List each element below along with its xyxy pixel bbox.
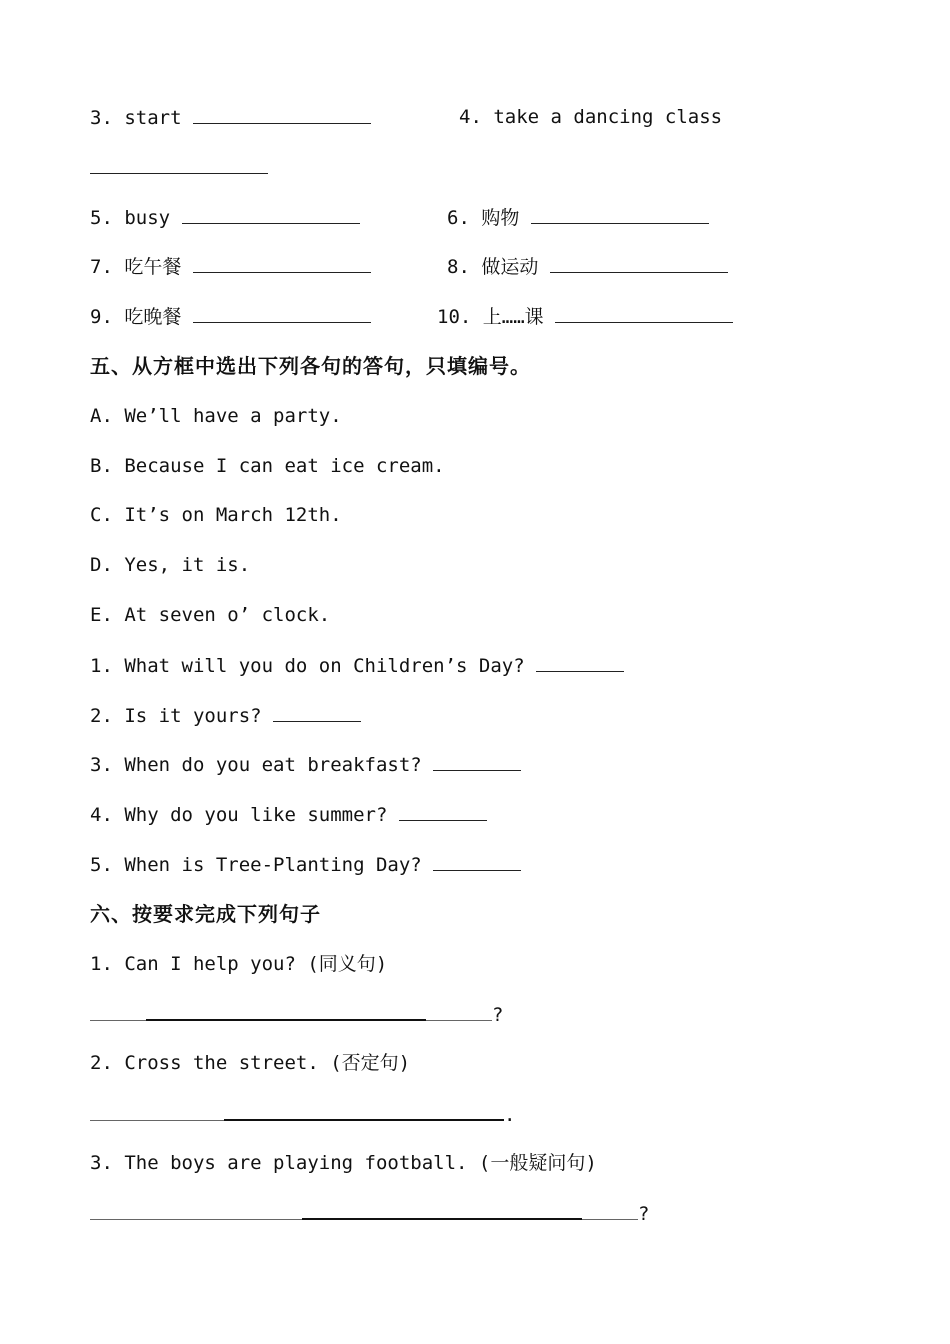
vocab-label: 9. 吃晚餐: [90, 306, 182, 328]
option-d: D. Yes, it is.: [90, 554, 251, 576]
answer-blank[interactable]: [550, 254, 728, 273]
vocab-item-5: [90, 205, 360, 230]
question-text: 3. When do you eat breakfast?: [90, 754, 422, 776]
answer-blank[interactable]: [531, 205, 709, 224]
option-c: C. It’s on March 12th.: [90, 504, 342, 526]
rewrite-prompt-1: 1. Can I help you? (同义句): [90, 953, 388, 975]
question-text: 5. When is Tree-Planting Day?: [90, 854, 422, 876]
end-punctuation: .: [504, 1104, 516, 1126]
answer-blank[interactable]: [193, 254, 371, 273]
question-4: [90, 802, 487, 827]
section-5-heading: 五、从方框中选出下列各句的答句，只填编号。: [90, 354, 531, 378]
vocab-item-7: [90, 254, 371, 279]
answer-line[interactable]: [582, 1201, 638, 1220]
vocab-label: 6. 购物: [447, 207, 520, 229]
end-punctuation: ?: [492, 1004, 504, 1026]
question-2: [90, 703, 361, 728]
vocab-item-9: [90, 304, 371, 329]
answer-line[interactable]: [426, 1002, 492, 1021]
vocab-item-6: [447, 205, 709, 230]
answer-line[interactable]: [302, 1200, 582, 1220]
question-1: [90, 653, 624, 678]
question-text: 1. What will you do on Children’s Day?: [90, 655, 525, 677]
vocab-item-8: [447, 254, 728, 279]
answer-blank[interactable]: [182, 205, 360, 224]
answer-line[interactable]: [90, 1102, 224, 1121]
question-text: 2. Is it yours?: [90, 705, 262, 727]
question-3: [90, 752, 521, 777]
answer-blank[interactable]: [433, 852, 521, 871]
answer-line[interactable]: [90, 1002, 146, 1021]
answer-line[interactable]: [90, 1201, 302, 1220]
vocab-label: 7. 吃午餐: [90, 256, 182, 278]
vocab-label: 3. start: [90, 107, 182, 129]
answer-blank[interactable]: [193, 105, 371, 124]
vocab-label: 10. 上……课: [437, 306, 544, 328]
rewrite-prompt-3: 3. The boys are playing football. (一般疑问句): [90, 1152, 597, 1174]
rewrite-answer-2[interactable]: [90, 1101, 515, 1127]
question-5: [90, 852, 521, 877]
rewrite-answer-1[interactable]: [90, 1001, 503, 1027]
vocab-label: 5. busy: [90, 207, 171, 229]
section-6-heading: 六、按要求完成下列句子: [90, 902, 321, 926]
rewrite-answer-3[interactable]: [90, 1200, 649, 1226]
option-e: E. At seven o’ clock.: [90, 604, 331, 626]
rewrite-prompt-2: 2. Cross the street. (否定句): [90, 1052, 411, 1074]
answer-blank[interactable]: [555, 304, 733, 323]
vocab-label: 8. 做运动: [447, 256, 539, 278]
answer-line[interactable]: [146, 1001, 426, 1021]
vocab-item-3: [90, 105, 371, 130]
vocab-item-10: [437, 304, 733, 329]
option-a: A. We’ll have a party.: [90, 405, 342, 427]
answer-blank[interactable]: [273, 703, 361, 722]
answer-blank[interactable]: [90, 155, 268, 174]
answer-blank[interactable]: [399, 802, 487, 821]
vocab-label: 4. take a dancing class: [459, 106, 723, 128]
question-text: 4. Why do you like summer?: [90, 804, 388, 826]
answer-blank[interactable]: [193, 304, 371, 323]
end-punctuation: ?: [638, 1203, 650, 1225]
answer-blank[interactable]: [433, 752, 521, 771]
vocab-item-4-blank: [90, 155, 268, 180]
vocab-item-4: [459, 105, 722, 129]
answer-line[interactable]: [224, 1101, 504, 1121]
answer-blank[interactable]: [536, 653, 624, 672]
option-b: B. Because I can eat ice cream.: [90, 455, 445, 477]
